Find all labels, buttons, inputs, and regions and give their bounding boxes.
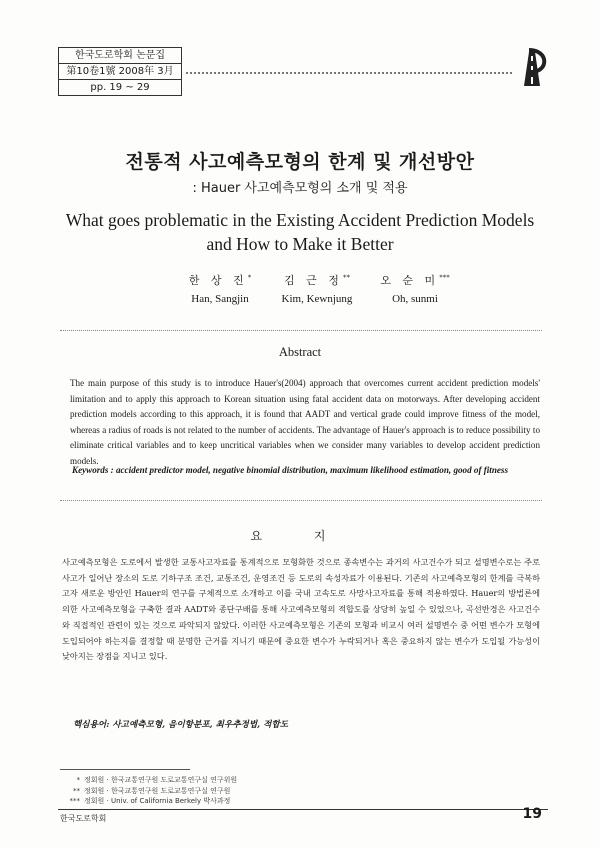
section-divider — [60, 330, 542, 331]
korean-abstract-body: 사고예측모형은 도로에서 발생한 교통사고자료를 통계적으로 모형화한 것으로 종속변수는 과거의 사고건수가 되고 설명변수로는 주로 사고가 일어난 장소의 도로 기하구조 조건, 교통조건, 운영조건 등 도로의 속성자료가 이용된다. 기존의 사고예측모형의 한계를 극복하고자 새로운 방안인 Hauer의 연구를 구체적으로 소개하고 이를 국내 고속도로 사망사고자료를 통해 적용하였다. Hauer의 방법론에 의한 사고예측모형을 구축한 결과 AADT와 종단구배를 통해 사고예측모형의 적합도를 상당히 높일 수 있었으나, 곡선반경은 사고건수와 직접적인 관련이 있는 것으로 파악되지 않았다. 이러한 사고예측모형은 기존의 모형과 비교시 여러 설명변수 중 어떤 변수가 모형에 도입되어야 하는지를 결정할 때 분명한 근거를 지니기 때문에 중요한 변수가 누락되거나 혹은 중요하지 않는 변수가 도입될 가능성이 낮아지는 장점을 지니고 있다. — [62, 557, 540, 662]
page-number: 19 — [522, 806, 542, 822]
korean-abstract-heading: 요 지 — [250, 529, 350, 543]
author-english-name: Oh, sunmi — [392, 293, 438, 305]
footnotes — [62, 775, 237, 807]
journal-pages: pp. 19 ~ 29 — [90, 82, 150, 93]
journal-name: 한국도로학회 논문집 — [59, 48, 181, 64]
abstract-heading: Abstract — [278, 345, 322, 359]
journal-volume: 第10卷1號 2008年 3月 — [59, 64, 181, 80]
english-title — [0, 208, 600, 256]
footnote: * 정회원 · 한국교통연구원 도로교통연구실 연구위원 — [76, 776, 238, 784]
author-korean-name: 한 상 진* — [188, 273, 252, 287]
abstract-body: The main purpose of this study is to introduce Hauer's(2004) approach that overcomes current accident prediction models' limitation and to apply this approach to Korean situation using fatal accident data on motorways. After developing accident prediction models according to this approach, it is found that AADT and vertical grade could improve fitness of the model, whereas a radius of roads is not related to the number of accidents. The advantage of Hauer's approach is to reduce possibility to eliminate critical variables and to keep uncritical variables when we consider many variables to develop accident prediction models. — [70, 378, 540, 466]
author-english-name: Han, Sangjin — [191, 293, 249, 305]
journal-info-box — [58, 47, 182, 96]
korean-title: 전통적 사고예측모형의 한계 및 개선방안 — [125, 151, 475, 173]
footnote: ** 정회원 · 한국교통연구원 도로교통연구실 연구원 — [73, 786, 231, 795]
footer-society: 한국도로학회 — [60, 814, 107, 823]
section-divider — [60, 500, 542, 501]
author-korean-name: 오 순 미*** — [380, 273, 450, 287]
korean-keywords: 핵심용어: 사고예측모형, 음이항분포, 최우추정법, 적합도 — [73, 720, 289, 730]
footer-rule — [58, 809, 548, 810]
author-korean-name: 김 근 정** — [284, 273, 350, 287]
footnote: *** 정회원 · Univ. of California Berkely 박사과정 — [69, 797, 231, 805]
footnote-rule — [60, 769, 190, 770]
english-title-line1: What goes problematic in the Existing Accident Prediction Models — [65, 210, 535, 230]
english-title-line2: and How to Make it Better — [206, 234, 394, 254]
header-dotted-rule — [186, 72, 512, 74]
korean-subtitle: : Hauer 사고예측모형의 소개 및 적용 — [192, 181, 408, 196]
author-english-name: Kim, Kewnjung — [281, 293, 353, 305]
road-logo-icon — [515, 46, 549, 86]
author-3 — [355, 272, 475, 305]
english-keywords: Keywords : accident predictor model, negative binomial distribution, maximum likelihood estimation, good of fitness — [72, 465, 509, 475]
